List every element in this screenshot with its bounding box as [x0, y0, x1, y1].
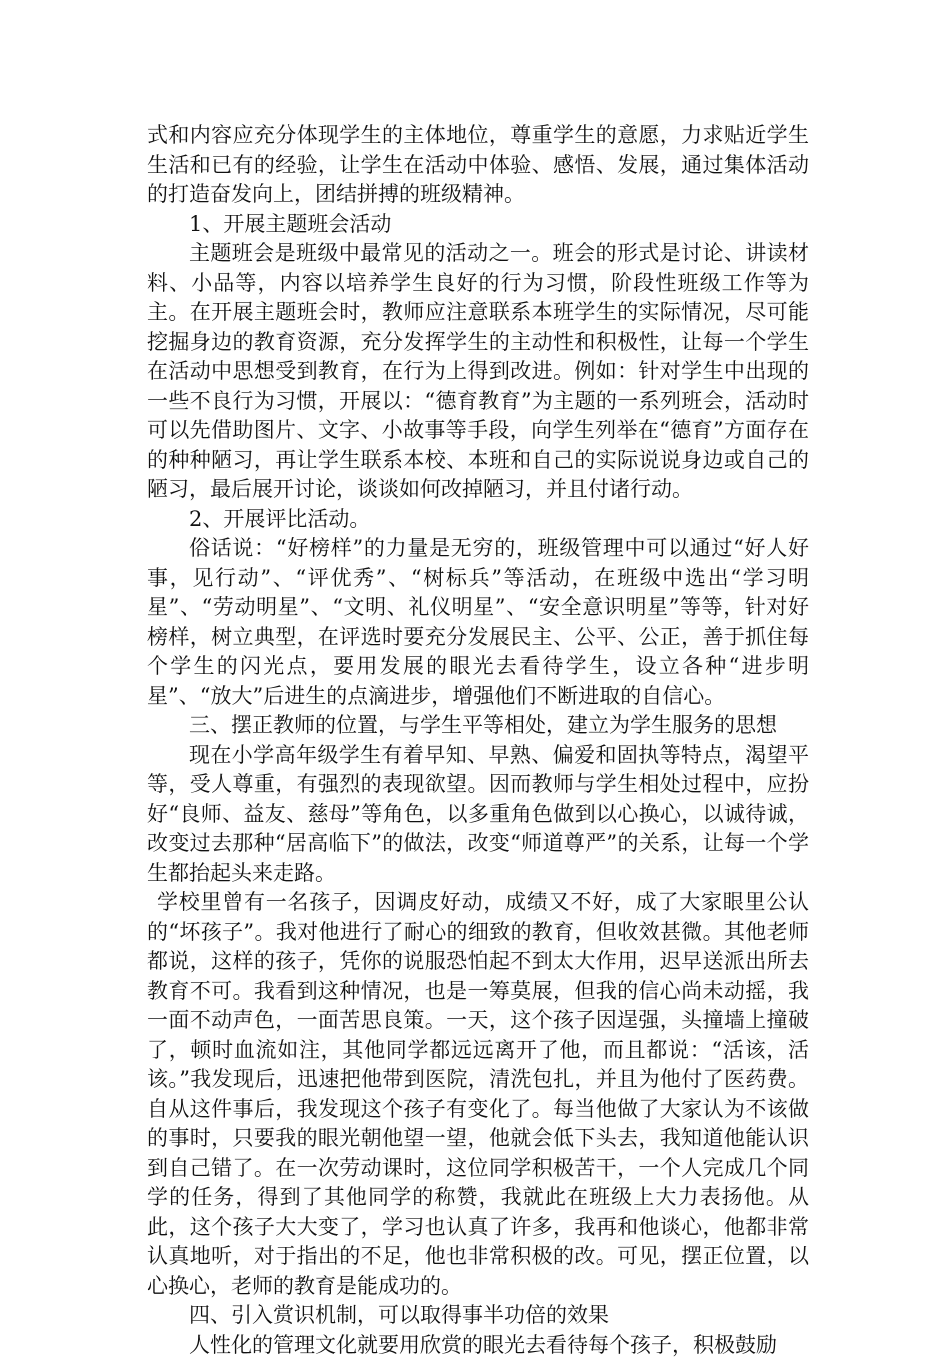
paragraph-appreciation-mechanism: 人性化的管理文化就要用欣赏的眼光去看待每个孩子，积极鼓励 [147, 1331, 809, 1360]
paragraph-evaluation-activity: 俗话说：“好榜样”的力量是无穷的，班级管理中可以通过“好人好事，见行动”、“评优秀”、“树标兵”等活动，在班级中选出“学习明星”、“劳动明星”、“文明、礼仪明星”、“安全意识明星”等等，针对好榜样，树立典型，在评选时要充分发展民主、公平、公正，善于抓住每个学生的闪光点，要用发展的眼光去看待学生，设立各种“进步明星”、“放大”后进生的点滴进步，增强他们不断进取的自信心。 [147, 534, 809, 711]
heading-theme-class-meeting: 1、开展主题班会活动 [147, 210, 809, 240]
paragraph-intro-continuation: 式和内容应充分体现学生的主体地位，尊重学生的意愿，力求贴近学生生活和已有的经验，让学生在活动中体验、感悟、发展，通过集体活动的打造奋发向上，团结拼搏的班级精神。 [147, 121, 809, 210]
paragraph-teacher-position: 现在小学高年级学生有着早知、早熟、偏爱和固执等特点，渴望平等，受人尊重，有强烈的表现欲望。因而教师与学生相处过程中，应扮好“良师、益友、慈母”等角色，以多重角色做到以心换心，以诚待诚，改变过去那种“居高临下”的做法，改变“师道尊严”的关系，让每一个学生都抬起头来走路。 [147, 741, 809, 889]
heading-appreciation-mechanism: 四、引入赏识机制，可以取得事半功倍的效果 [147, 1301, 809, 1331]
document-body [147, 121, 809, 1360]
heading-evaluation-activity: 2、开展评比活动。 [147, 505, 809, 535]
paragraph-theme-class-meeting: 主题班会是班级中最常见的活动之一。班会的形式是讨论、讲读材料、小品等，内容以培养学生良好的行为习惯，阶段性班级工作等为主。在开展主题班会时，教师应注意联系本班学生的实际情况，尽可能挖掘身边的教育资源，充分发挥学生的主动性和积极性，让每一个学生在活动中思想受到教育，在行为上得到改进。例如：针对学生中出现的一些不良行为习惯，开展以：“德育教育”为主题的一系列班会，活动时可以先借助图片、文字、小故事等手段，向学生列举在“德育”方面存在的种种陋习，再让学生联系本校、本班和自己的实际说说身边或自己的陋习，最后展开讨论，谈谈如何改掉陋习，并且付诸行动。 [147, 239, 809, 505]
paragraph-student-story: 学校里曾有一名孩子，因调皮好动，成绩又不好，成了大家眼里公认的“坏孩子”。我对他进行了耐心的细致的教育，但收效甚微。其他老师都说，这样的孩子，凭你的说服恐怕起不到太大作用，迟早送派出所去教育不可。我看到这种情况，也是一筹莫展，但我的信心尚未动摇，我一面不动声色，一面苦思良策。一天，这个孩子因逞强，头撞墙上撞破了，顿时血流如注，其他同学都远远离开了他，而且都说：“活该，活该。”我发现后，迅速把他带到医院，清洗包扎，并且为他付了医药费。自从这件事后，我发现这个孩子有变化了。每当他做了大家认为不该做的事时，只要我的眼光朝他望一望，他就会低下头去，我知道他能认识到自己错了。在一次劳动课时，这位同学积极苦干，一个人完成几个同学的任务，得到了其他同学的称赞，我就此在班级上大力表扬他。从此，这个孩子大大变了，学习也认真了许多，我再和他谈心，他都非常认真地听，对于指出的不足，他也非常积极的改。可见，摆正位置，以心换心，老师的教育是能成功的。 [147, 888, 809, 1301]
heading-teacher-position: 三、摆正教师的位置，与学生平等相处，建立为学生服务的思想 [147, 711, 809, 741]
